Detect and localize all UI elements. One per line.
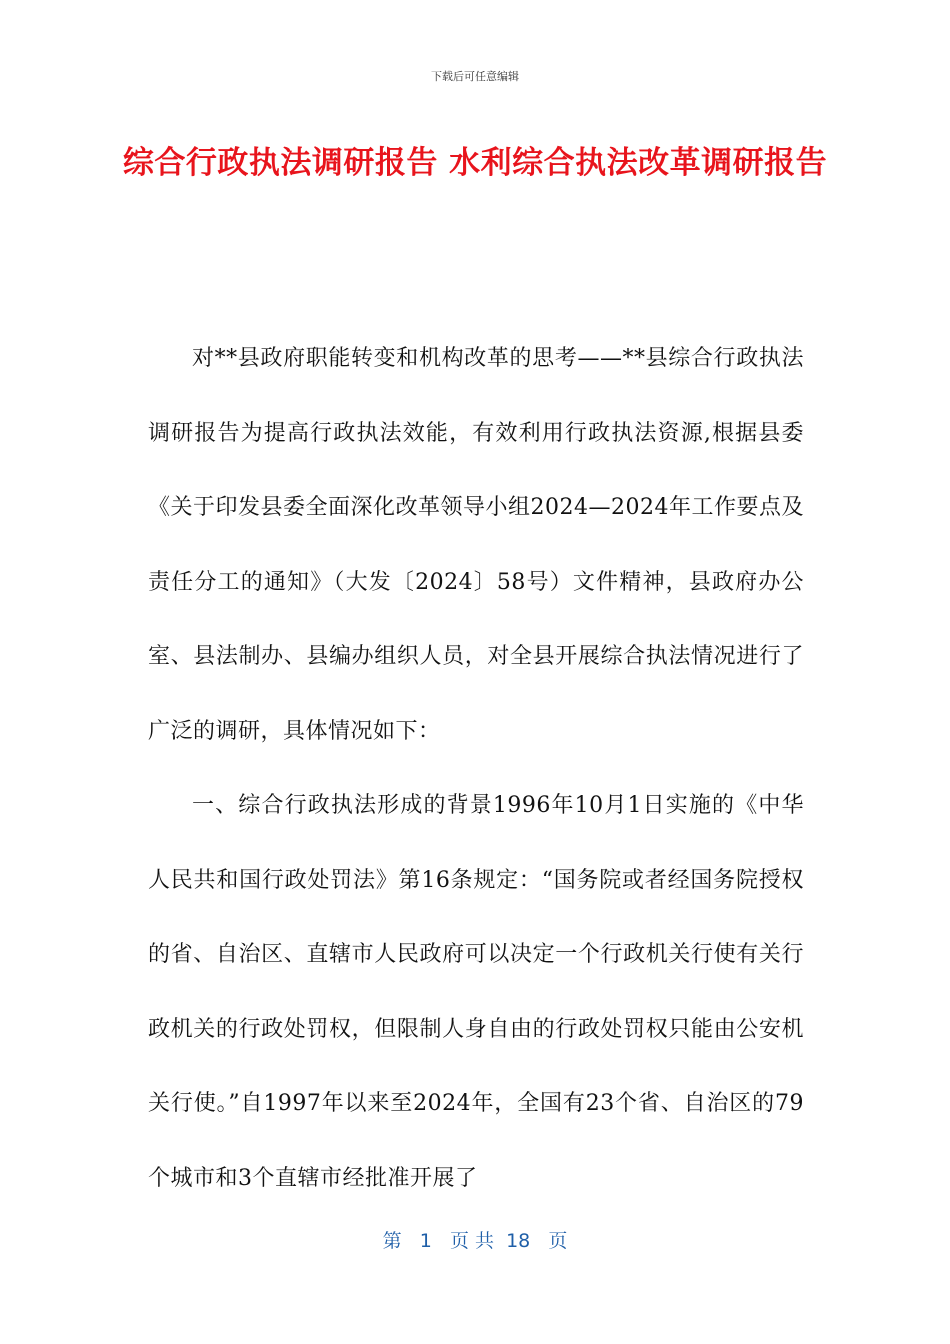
body-paragraph-1: 对**县政府职能转变和机构改革的思考——**县综合行政执法调研报告为提高行政执法效能，有效利用行政执法资源,根据县委《关于印发县委全面深化改革领导小组2024—2024年工作要点及责任分工的通知》（大发〔2024〕58号）文件精神，县政府办公室、县法制办、县编办组织人员，对全县开展综合执法情况进行了广泛的调研，具体情况如下：	[148, 346, 804, 744]
footer-suffix: 页	[548, 1230, 568, 1252]
document-body	[148, 322, 804, 1216]
footer-total-pages: 18	[506, 1230, 531, 1252]
header-note: 下载后可任意编辑	[431, 70, 519, 83]
footer-middle: 页 共	[449, 1230, 494, 1252]
body-paragraph-2: 一、综合行政执法形成的背景1996年10月1日实施的《中华人民共和国行政处罚法》第16条规定：“国务院或者经国务院授权的省、自治区、直辖市人民政府可以决定一个行政机关行使有关行政机关的行政处罚权，但限制人身自由的行政处罚权只能由公安机关行使。”自1997年以来至2024年，全国有23个省、自治区的79个城市和3个直辖市经批准开展了	[148, 793, 804, 1191]
page-footer	[0, 1226, 950, 1253]
footer-prefix: 第	[382, 1230, 402, 1252]
document-title: 综合行政执法调研报告 水利综合执法改革调研报告	[122, 145, 828, 181]
footer-current-page: 1	[419, 1230, 432, 1252]
